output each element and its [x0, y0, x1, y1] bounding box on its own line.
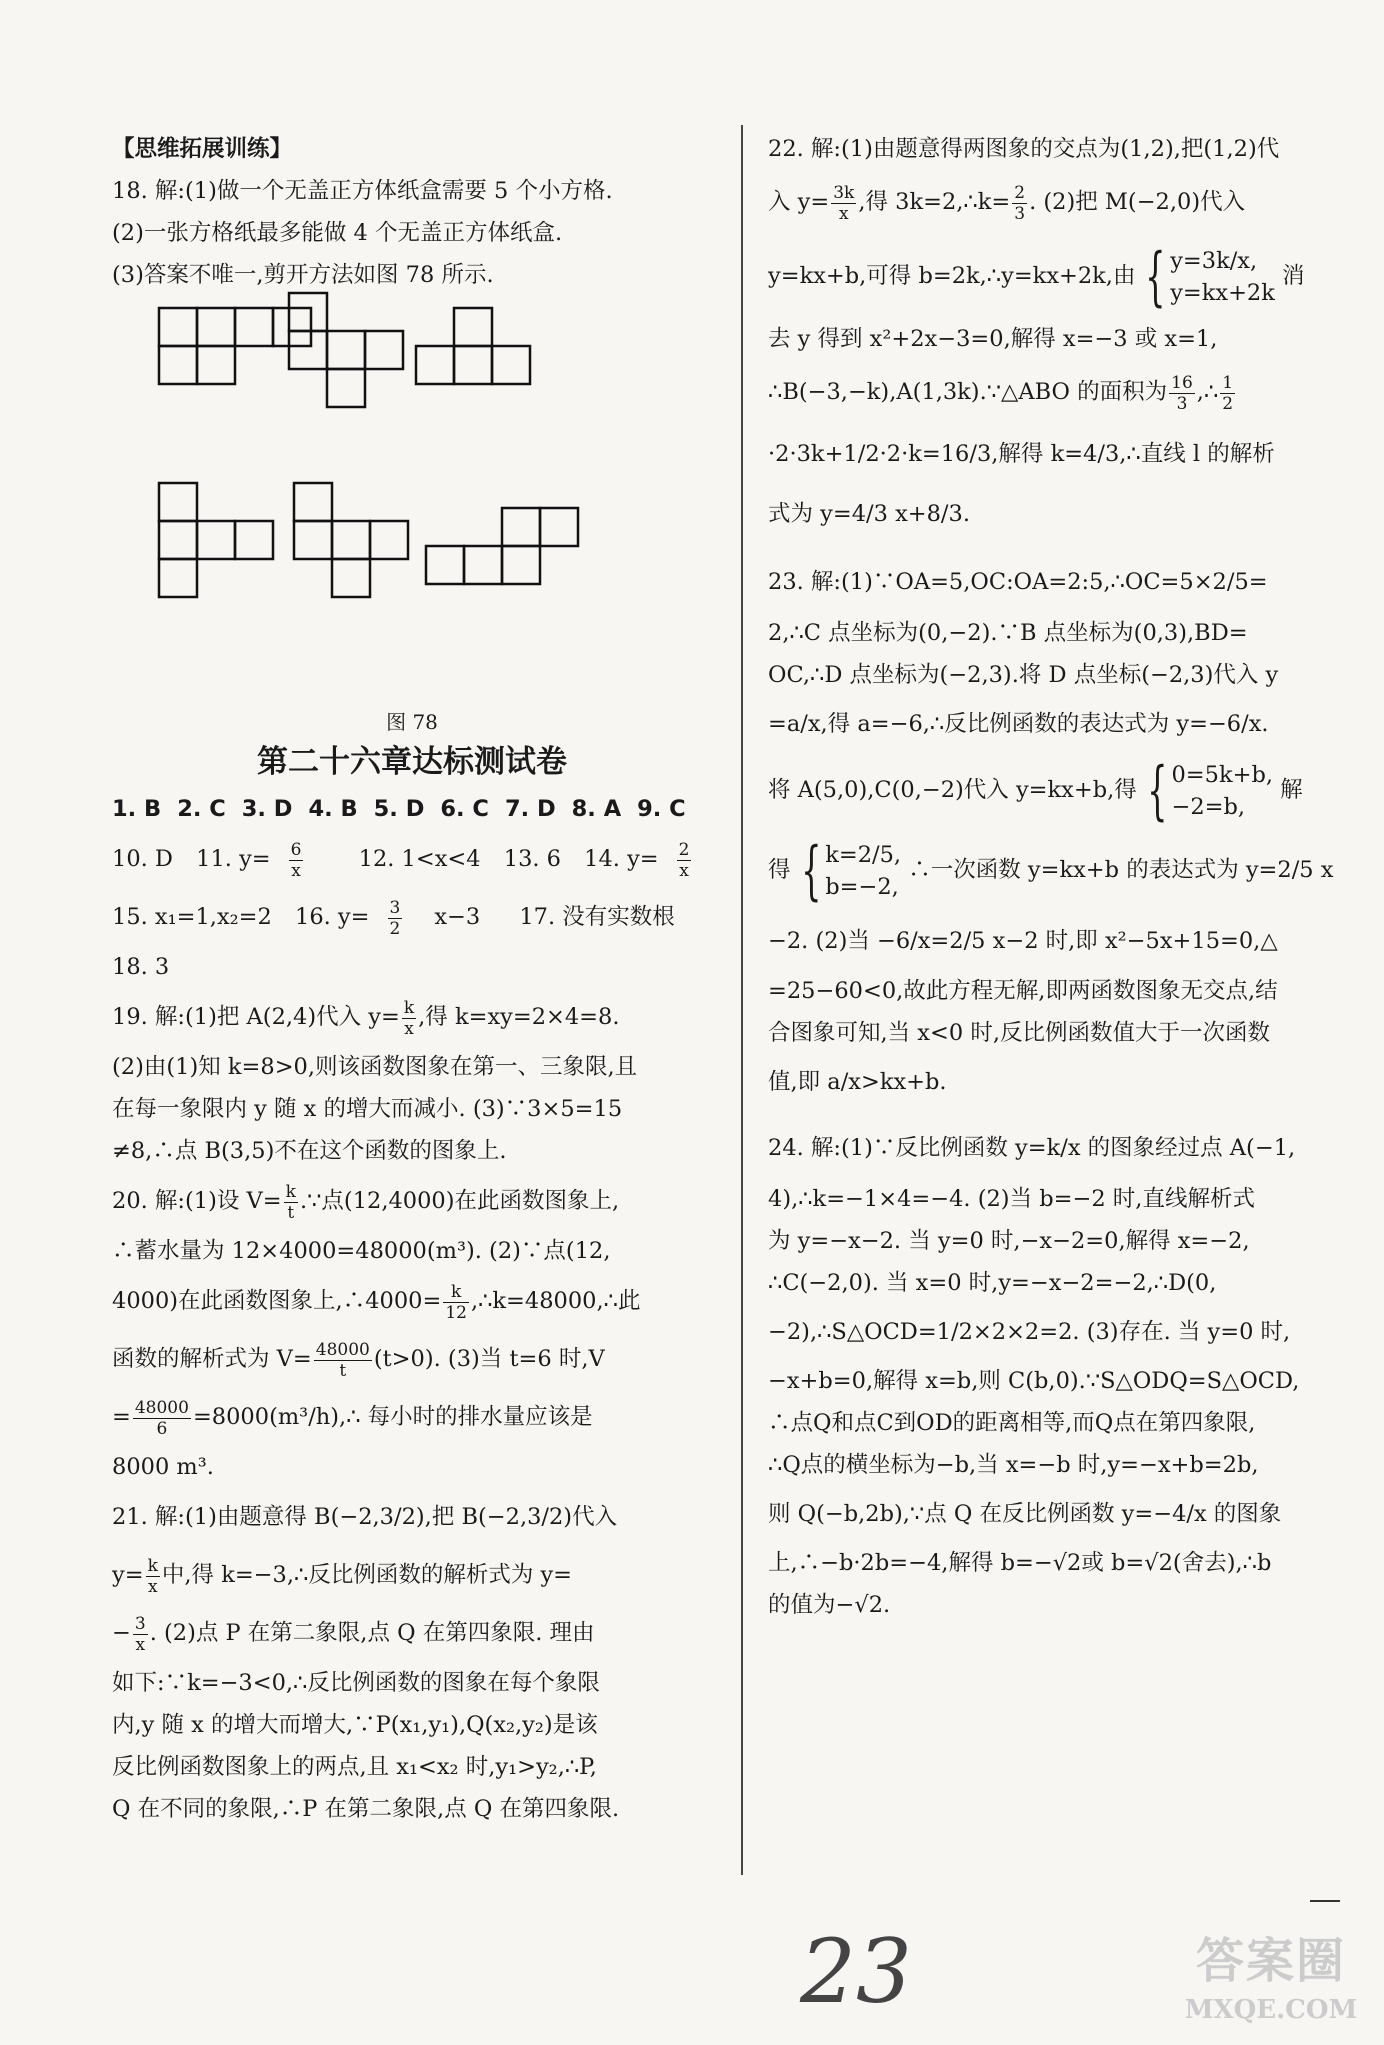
watermark-text: 答案圈 [1195, 1933, 1346, 1989]
q24-line-6: −x+b=0,解得 x=b,则 C(b,0).∵S△ODQ=S△OCD, [768, 1368, 1300, 1394]
answer: 1. B [112, 796, 162, 822]
q22-line-3: y=kx+b,可得 b=2k,∴y=kx+2k,由 { y=3k/x, y=kx+2k 消 [768, 240, 1305, 314]
q20-line-1: 20. 解:(1)设 V= $\frac{k}{t}$ .∵点(12,4000)在此函数图象上, [112, 1181, 620, 1223]
right-column [768, 128, 1358, 1626]
q23-line-4: =a/x,得 a=−6,∴反比例函数的表达式为 y=−6/x. [768, 711, 1269, 737]
q20-line-6: 8000 m³. [112, 1454, 214, 1480]
fraction: $\frac{3}{2}$ [389, 897, 401, 939]
q24-line-8: ∴Q点的横坐标为−b,当 x=−b 时,y=−x+b=2b, [768, 1452, 1259, 1478]
watermark-logo [1166, 1929, 1376, 2039]
fraction: $\frac{16}{3}$ [1171, 372, 1193, 414]
answer: 2. C [177, 796, 226, 822]
answer: 4. B [308, 796, 358, 822]
q18-line-3: (3)答案不唯一,剪开方法如图 78 所示. [112, 262, 494, 288]
fraction: $\frac{48000}{t}$ [315, 1339, 370, 1381]
q22-line-6: ·2·3k+1/2·2·k=16/3,解得 k=4/3,∴直线 l 的解析 [768, 441, 1275, 467]
fraction: $\frac{k}{12}$ [445, 1281, 467, 1323]
answers-row-3 [112, 888, 712, 946]
figure-78-nets [112, 296, 712, 716]
footer-dash [1310, 1900, 1340, 1902]
fraction: $\frac{3}{x}$ [134, 1613, 146, 1655]
q19-line-4: ≠8,∴点 B(3,5)不在这个函数的图象上. [112, 1138, 507, 1164]
q22-line-5: ∴B(−3,−k),A(1,3k).∵△ABO 的面积为 $\frac{16}{3}$ ,∴ $\frac{1}{2}$ [768, 372, 1234, 414]
equation-system: { y=3k/x, y=kx+2k [1145, 240, 1275, 314]
q24-line-7: ∴点Q和点C到OD的距离相等,而Q点在第四象限, [768, 1410, 1256, 1436]
fraction: $\frac{2}{x}$ [678, 839, 690, 881]
answers-row-2 [112, 830, 712, 888]
answer: 13. 6 [503, 846, 561, 872]
q21-line-2: y= $\frac{k}{x}$ 中,得 k=−3,∴反比例函数的解析式为 y= [112, 1555, 573, 1597]
cube-net-4 [157, 481, 287, 621]
q20-line-3: 4000)在此函数图象上,∴4000= $\frac{k}{12}$ ,∴k=48000,∴此 [112, 1281, 641, 1323]
cube-net-5 [292, 481, 422, 621]
fraction: $\frac{6}{x}$ [290, 839, 302, 881]
answer: 15. x₁=1,x₂=2 [112, 904, 272, 930]
q19-line-2: (2)由(1)知 k=8>0,则该函数图象在第一、三象限,且 [112, 1054, 638, 1080]
cube-net-2 [287, 291, 417, 431]
q23-line-9: 合图象可知,当 x<0 时,反比例函数值大于一次函数 [768, 1020, 1270, 1046]
q20-line-2: ∴蓄水量为 12×4000=48000(m³). (2)∵点(12, [112, 1238, 611, 1264]
answer: 17. 没有实数根 [519, 904, 675, 930]
q19-line-3: 在每一象限内 y 随 x 的增大而减小. (3)∵3×5=15 [112, 1096, 623, 1122]
cube-net-6 [424, 506, 604, 606]
q23-line-5: 将 A(5,0),C(0,−2)代入 y=kx+b,得 { 0=5k+b, −2=b, 解 [768, 754, 1303, 828]
answer: 6. C [440, 796, 489, 822]
answer: 10. D [112, 846, 173, 872]
q21-line-6: 反比例函数图象上的两点,且 x₁<x₂ 时,y₁>y₂,∴P, [112, 1754, 597, 1780]
q23-line-1: 23. 解:(1)∵OA=5,OC:OA=2:5,∴OC=5×2/5= [768, 569, 1268, 595]
equation-system: { 0=5k+b, −2=b, [1146, 754, 1273, 828]
section-heading: 【思维拓展训练】 [112, 136, 293, 162]
q18-line-1: 18. 解:(1)做一个无盖正方体纸盒需要 5 个小方格. [112, 178, 613, 204]
chapter-title: 第二十六章达标测试卷 [257, 744, 567, 780]
q23-line-2: 2,∴C 点坐标为(0,−2).∵B 点坐标为(0,3),BD= [768, 620, 1248, 646]
fraction: $\frac{k}{x}$ [403, 997, 415, 1039]
q19-line-1: 19. 解:(1)把 A(2,4)代入 y= $\frac{k}{x}$ ,得 k=xy=2×4=8. [112, 997, 620, 1039]
q21-line-1: 21. 解:(1)由题意得 B(−2,3/2),把 B(−2,3/2)代入 [112, 1504, 618, 1530]
q24-line-3: 为 y=−x−2. 当 y=0 时,−x−2=0,解得 x=−2, [768, 1228, 1250, 1254]
q22-line-7: 式为 y=4/3 x+8/3. [768, 501, 970, 527]
answer: 12. 1<x<4 [358, 846, 481, 872]
q20-line-4: 函数的解析式为 V= $\frac{48000}{t}$ (t>0). (3)当 t=6 时,V [112, 1339, 605, 1381]
answer: 8. A [571, 796, 622, 822]
answer: 16. y= $\frac{3}{2}$ x−3 [295, 897, 481, 939]
q22-line-1: 22. 解:(1)由题意得两图象的交点为(1,2),把(1,2)代 [768, 136, 1280, 162]
watermark-url: MXQE.COM [1184, 1995, 1358, 2025]
q24-line-2: 4),∴k=−1×4=−4. (2)当 b=−2 时,直线解析式 [768, 1186, 1255, 1212]
q20-line-5: = $\frac{48000}{6}$ =8000(m³/h),∴ 每小时的排水量应该是 [112, 1397, 593, 1439]
fraction: $\frac{2}{3}$ [1014, 182, 1026, 224]
q21-line-3: − $\frac{3}{x}$ . (2)点 P 在第二象限,点 Q 在第四象限. 理由 [112, 1613, 595, 1655]
answer: 5. D [373, 796, 425, 822]
q21-line-7: Q 在不同的象限,∴P 在第二象限,点 Q 在第四象限. [112, 1796, 620, 1822]
q23-line-6: 得 { k=2/5, b=−2, ∴一次函数 y=kx+b 的表达式为 y=2/5 x [768, 834, 1334, 908]
q24-line-5: −2),∴S△OCD=1/2×2×2=2. (3)存在. 当 y=0 时, [768, 1319, 1291, 1345]
q24-line-1: 24. 解:(1)∵反比例函数 y=k/x 的图象经过点 A(−1, [768, 1135, 1296, 1161]
q23-line-10: 值,即 a/x>kx+b. [768, 1069, 947, 1095]
q24-line-10: 上,∴−b·2b=−4,解得 b=−√2或 b=√2(舍去),∴b [768, 1550, 1272, 1576]
column-divider [741, 125, 743, 1875]
q23-line-8: =25−60<0,故此方程无解,即两函数图象无交点,结 [768, 978, 1278, 1004]
q22-line-4: 去 y 得到 x²+2x−3=0,解得 x=−3 或 x=1, [768, 326, 1218, 352]
q24-line-4: ∴C(−2,0). 当 x=0 时,y=−x−2=−2,∴D(0, [768, 1270, 1217, 1296]
answer: 14. y= $\frac{2}{x}$ [584, 846, 723, 872]
q24-line-9: 则 Q(−b,2b),∵点 Q 在反比例函数 y=−4/x 的图象 [768, 1501, 1282, 1527]
fraction: $\frac{k}{x}$ [147, 1555, 158, 1597]
q18-line-2: (2)一张方格纸最多能做 4 个无盖正方体纸盒. [112, 220, 563, 246]
q21-line-5: 内,y 随 x 的增大而增大,∵P(x₁,y₁),Q(x₂,y₂)是该 [112, 1712, 598, 1738]
answers-row-4: 18. 3 [112, 954, 170, 980]
answer: 3. D [241, 796, 293, 822]
cube-net-3 [414, 306, 544, 406]
answers-row-1 [112, 788, 712, 830]
equation-system: { k=2/5, b=−2, [800, 834, 902, 908]
answer: 9. C [637, 796, 686, 822]
answer: 11. y= $\frac{6}{x}$ [196, 846, 335, 872]
q22-line-2: 入 y= $\frac{3k}{x}$ ,得 3k=2,∴k= $\frac{2}{3}$ . (2)把 M(−2,0)代入 [768, 182, 1246, 224]
q23-line-7: −2. (2)当 −6/x=2/5 x−2 时,即 x²−5x+15=0,△ [768, 928, 1278, 954]
q23-line-3: OC,∴D 点坐标为(−2,3).将 D 点坐标(−2,3)代入 y [768, 662, 1279, 688]
fraction: $\frac{1}{2}$ [1222, 372, 1234, 414]
handwritten-page-number: 23 [800, 1920, 912, 2023]
q21-line-4: 如下:∵k=−3<0,∴反比例函数的图象在每个象限 [112, 1670, 600, 1696]
figure-caption: 图 78 [386, 710, 438, 734]
fraction: $\frac{k}{t}$ [285, 1181, 296, 1223]
answer: 7. D [504, 796, 556, 822]
fraction: $\frac{48000}{6}$ [134, 1397, 189, 1439]
fraction: $\frac{3k}{x}$ [833, 182, 855, 224]
q24-line-11: 的值为−√2. [768, 1592, 891, 1618]
left-column [112, 128, 712, 1830]
